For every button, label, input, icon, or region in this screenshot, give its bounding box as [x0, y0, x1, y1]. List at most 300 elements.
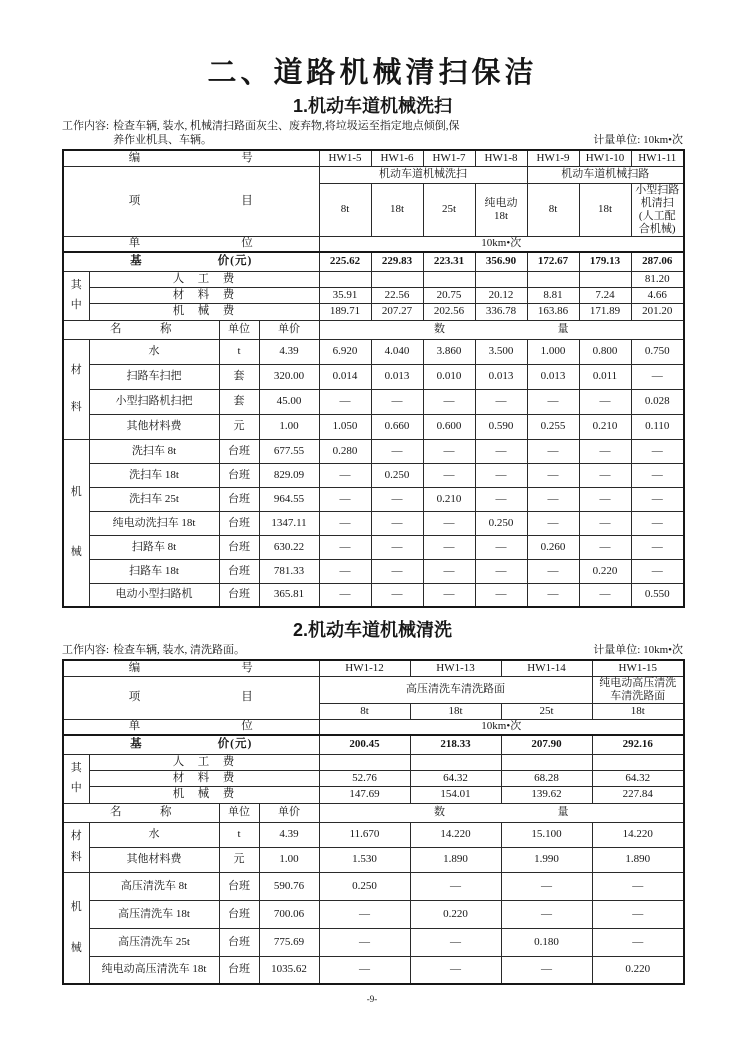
qty-header-liang: 量 — [557, 323, 569, 335]
item-qty-cell: 1.990 — [501, 847, 592, 872]
item-qty-cell: 0.013 — [475, 364, 527, 389]
side-char: 机 — [70, 900, 82, 913]
item-qty-cell: 0.210 — [423, 487, 475, 511]
item-qty-cell: — — [423, 463, 475, 487]
unit-header-cell: 单位 — [219, 803, 259, 822]
item-qty-cell: 0.010 — [423, 364, 475, 389]
work-content-line: 养作业机具、车辆。 — [113, 134, 213, 146]
side-char: 机 — [70, 486, 82, 499]
qty-header-shu: 数 — [434, 806, 445, 818]
item-qty-cell: — — [527, 389, 579, 414]
item-row — [63, 487, 684, 511]
unit-note: 计量单位: 10km•次 — [593, 644, 683, 656]
item-qty-cell: — — [592, 928, 684, 956]
code-cell: HW1-15 — [592, 660, 684, 676]
item-qty-cell: — — [371, 583, 423, 607]
quota-table-1 — [62, 149, 685, 608]
item-unit-cell: 台班 — [219, 583, 259, 607]
item-name-cell: 电动小型扫路机 — [89, 583, 219, 607]
name-header-cell: 名 称 — [63, 803, 219, 822]
item-unit-cell: 台班 — [219, 559, 259, 583]
fee-value-cell: 202.56 — [423, 303, 475, 320]
item-price-cell: 590.76 — [259, 872, 319, 900]
item-price-cell: 781.33 — [259, 559, 319, 583]
item-unit-cell: 台班 — [219, 511, 259, 535]
item-qty-cell: — — [423, 389, 475, 414]
item-qty-cell: — — [319, 535, 371, 559]
fee-value-cell — [475, 271, 527, 287]
columns-header-row — [63, 803, 684, 822]
item-qty-cell: — — [501, 900, 592, 928]
base-value-cell: 292.16 — [592, 735, 684, 754]
item-row — [63, 956, 684, 984]
item-qty-cell: — — [527, 487, 579, 511]
code-cell: HW1-12 — [319, 660, 410, 676]
code-label-cell: 编 号 — [63, 150, 319, 166]
item-name-cell: 水 — [89, 339, 219, 364]
item-label-cell: 项 目 — [63, 676, 319, 719]
item-name-cell: 其他材料费 — [89, 414, 219, 439]
side-char: 械 — [70, 546, 82, 559]
materials-section — [63, 339, 684, 439]
item-qty-cell: 3.860 — [423, 339, 475, 364]
fee-value-cell: 81.20 — [631, 271, 684, 287]
section-1-meta — [62, 119, 683, 147]
item-row — [63, 822, 684, 847]
side-char: 其 — [70, 278, 82, 291]
item-name-cell: 扫路车 18t — [89, 559, 219, 583]
item-qty-cell: — — [319, 463, 371, 487]
item-qty-cell: — — [631, 364, 684, 389]
spec-cell: 18t — [410, 703, 501, 719]
item-name-cell: 纯电动洗扫车 18t — [89, 511, 219, 535]
code-cell: HW1-6 — [371, 150, 423, 166]
item-unit-cell: 台班 — [219, 928, 259, 956]
item-qty-cell: 1.890 — [592, 847, 684, 872]
group-row — [63, 166, 684, 183]
item-qty-cell: 0.110 — [631, 414, 684, 439]
fee-value-cell: 201.20 — [631, 303, 684, 320]
item-qty-cell: — — [579, 511, 631, 535]
fee-value-cell: 8.81 — [527, 287, 579, 303]
item-qty-cell: — — [501, 872, 592, 900]
item-qty-cell: — — [319, 487, 371, 511]
section-side-label — [63, 339, 89, 439]
labor-fee-row — [63, 754, 684, 770]
fee-value-cell: 227.84 — [592, 786, 684, 803]
item-price-cell: 45.00 — [259, 389, 319, 414]
item-qty-cell: 0.800 — [579, 339, 631, 364]
item-price-cell: 1.00 — [259, 847, 319, 872]
item-qty-cell: — — [371, 535, 423, 559]
fee-value-cell — [592, 754, 684, 770]
item-qty-cell: — — [319, 956, 410, 984]
fee-value-cell: 171.89 — [579, 303, 631, 320]
item-qty-cell: 0.220 — [592, 956, 684, 984]
machines-section — [63, 439, 684, 607]
base-label-cell: 基 价(元) — [63, 735, 319, 754]
item-price-cell: 700.06 — [259, 900, 319, 928]
side-char: 械 — [70, 941, 82, 954]
item-name-cell: 扫路车扫把 — [89, 364, 219, 389]
item-row — [63, 414, 684, 439]
item-qty-cell: 0.260 — [527, 535, 579, 559]
item-qty-cell: 11.670 — [319, 822, 410, 847]
item-price-cell: 365.81 — [259, 583, 319, 607]
item-row — [63, 389, 684, 414]
item-qty-cell: — — [371, 559, 423, 583]
item-price-cell: 630.22 — [259, 535, 319, 559]
section-2-title: 2.机动车道机械清洗 — [292, 620, 452, 640]
item-price-cell: 677.55 — [259, 439, 319, 463]
fee-value-cell: 35.91 — [319, 287, 371, 303]
item-row — [63, 439, 684, 463]
spec-cell: 25t — [501, 703, 592, 719]
fee-value-cell: 64.32 — [592, 770, 684, 786]
item-row — [63, 339, 684, 364]
fee-label-cell: 人 工 费 — [89, 271, 319, 287]
fee-value-cell: 20.75 — [423, 287, 475, 303]
item-qty-cell: — — [371, 511, 423, 535]
item-qty-cell: 0.280 — [319, 439, 371, 463]
side-char: 材 — [70, 830, 82, 843]
item-qty-cell: 1.890 — [410, 847, 501, 872]
group-cell: 机动车道机械扫路 — [527, 166, 684, 183]
name-header-cell: 名 称 — [63, 320, 219, 339]
item-name-cell: 高压清洗车 18t — [89, 900, 219, 928]
code-cell: HW1-11 — [631, 150, 684, 166]
item-unit-cell: 台班 — [219, 463, 259, 487]
item-qty-cell: 0.013 — [371, 364, 423, 389]
qty-header-cell — [319, 803, 684, 822]
fee-value-cell — [501, 754, 592, 770]
item-qty-cell: 14.220 — [592, 822, 684, 847]
item-qty-cell: — — [423, 559, 475, 583]
item-name-cell: 高压清洗车 25t — [89, 928, 219, 956]
item-row — [63, 583, 684, 607]
unit-label-cell: 单 位 — [63, 719, 319, 735]
item-unit-cell: 台班 — [219, 900, 259, 928]
item-qty-cell: 6.920 — [319, 339, 371, 364]
code-label-cell: 编 号 — [63, 660, 319, 676]
base-price-row — [63, 252, 684, 271]
item-price-cell: 964.55 — [259, 487, 319, 511]
fee-value-cell — [319, 754, 410, 770]
item-unit-cell: 台班 — [219, 872, 259, 900]
item-row — [63, 928, 684, 956]
item-qty-cell: 1.530 — [319, 847, 410, 872]
item-row — [63, 364, 684, 389]
item-unit-cell: 套 — [219, 364, 259, 389]
item-qty-cell: 15.100 — [501, 822, 592, 847]
item-qty-cell: 0.013 — [527, 364, 579, 389]
item-qty-cell: 4.040 — [371, 339, 423, 364]
item-qty-cell: 3.500 — [475, 339, 527, 364]
base-label-cell: 基 价(元) — [63, 252, 319, 271]
item-qty-cell: — — [319, 583, 371, 607]
section-2-meta — [62, 643, 683, 657]
spec-cell: 小型扫路机清扫(人工配合机械) — [631, 183, 684, 236]
code-cell: HW1-9 — [527, 150, 579, 166]
item-qty-cell: — — [579, 389, 631, 414]
spec-cell: 纯电动 18t — [475, 183, 527, 236]
machine-fee-row — [63, 786, 684, 803]
item-qty-cell: 14.220 — [410, 822, 501, 847]
item-qty-cell: — — [475, 389, 527, 414]
item-qty-cell: — — [475, 487, 527, 511]
group-cell: 纯电动高压清洗车清洗路面 — [592, 676, 684, 703]
section-1-title: 1.机动车道机械洗扫 — [292, 96, 452, 116]
item-qty-cell: — — [475, 583, 527, 607]
item-qty-cell: — — [527, 559, 579, 583]
base-value-cell: 179.13 — [579, 252, 631, 271]
item-qty-cell: — — [592, 900, 684, 928]
base-value-cell: 225.62 — [319, 252, 371, 271]
fee-value-cell: 154.01 — [410, 786, 501, 803]
unit-header-cell: 单位 — [219, 320, 259, 339]
item-qty-cell: — — [631, 559, 684, 583]
item-unit-cell: 台班 — [219, 439, 259, 463]
item-qty-cell: — — [423, 583, 475, 607]
work-content — [62, 643, 245, 657]
qty-header-liang: 量 — [557, 806, 569, 818]
base-value-cell: 218.33 — [410, 735, 501, 754]
item-unit-cell: 元 — [219, 847, 259, 872]
side-char: 料 — [70, 401, 82, 414]
spec-cell: 25t — [423, 183, 475, 236]
item-price-cell: 1347.11 — [259, 511, 319, 535]
group-cell: 高压清洗车清洗路面 — [319, 676, 592, 703]
item-qty-cell: 0.550 — [631, 583, 684, 607]
side-char: 中 — [70, 782, 82, 795]
item-qty-cell: — — [579, 535, 631, 559]
item-price-cell: 320.00 — [259, 364, 319, 389]
item-qty-cell: — — [475, 535, 527, 559]
base-value-cell: 287.06 — [631, 252, 684, 271]
spec-cell: 8t — [319, 703, 410, 719]
material-fee-row — [63, 287, 684, 303]
item-qty-cell: 0.255 — [527, 414, 579, 439]
work-content-line: 检查车辆, 装水, 机械清扫路面灰尘、废弃物,将垃圾运至指定地点倾倒,保 — [113, 120, 460, 132]
item-qty-cell: — — [631, 439, 684, 463]
fee-label-cell: 机 械 费 — [89, 303, 319, 320]
item-name-cell: 其他材料费 — [89, 847, 219, 872]
fee-value-cell — [423, 271, 475, 287]
code-cell: HW1-10 — [579, 150, 631, 166]
code-cell: HW1-7 — [423, 150, 475, 166]
item-row — [63, 511, 684, 535]
qty-header-shu: 数 — [434, 323, 445, 335]
group-cell: 机动车道机械洗扫 — [319, 166, 527, 183]
fee-value-cell: 163.86 — [527, 303, 579, 320]
work-content — [62, 119, 460, 147]
side-char: 中 — [70, 299, 82, 312]
base-price-row — [63, 735, 684, 754]
item-qty-cell: — — [579, 439, 631, 463]
fee-value-cell: 4.66 — [631, 287, 684, 303]
item-qty-cell: — — [410, 956, 501, 984]
fee-value-cell: 68.28 — [501, 770, 592, 786]
item-qty-cell: 1.050 — [319, 414, 371, 439]
materials-section — [63, 822, 684, 872]
item-qty-cell: 0.250 — [319, 872, 410, 900]
unit-row — [63, 236, 684, 252]
item-name-cell: 洗扫车 18t — [89, 463, 219, 487]
item-unit-cell: t — [219, 822, 259, 847]
price-header-cell: 单价 — [259, 803, 319, 822]
unit-label-cell: 单 位 — [63, 236, 319, 252]
item-qty-cell: — — [371, 487, 423, 511]
price-header-cell: 单价 — [259, 320, 319, 339]
item-row — [63, 847, 684, 872]
item-qty-cell: — — [631, 535, 684, 559]
machine-fee-row — [63, 303, 684, 320]
item-qty-cell: — — [527, 463, 579, 487]
item-name-cell: 纯电动高压清洗车 18t — [89, 956, 219, 984]
code-cell: HW1-13 — [410, 660, 501, 676]
base-value-cell: 356.90 — [475, 252, 527, 271]
item-row — [63, 463, 684, 487]
item-price-cell: 775.69 — [259, 928, 319, 956]
item-qty-cell: 0.011 — [579, 364, 631, 389]
item-unit-cell: 台班 — [219, 956, 259, 984]
labor-fee-row — [63, 271, 684, 287]
code-cell: HW1-14 — [501, 660, 592, 676]
item-name-cell: 水 — [89, 822, 219, 847]
item-unit-cell: 台班 — [219, 535, 259, 559]
fee-label-cell: 材 料 费 — [89, 287, 319, 303]
item-name-cell: 扫路车 8t — [89, 535, 219, 559]
item-qty-cell: — — [527, 511, 579, 535]
fee-value-cell: 336.78 — [475, 303, 527, 320]
item-qty-cell: — — [423, 439, 475, 463]
spec-cell: 8t — [319, 183, 371, 236]
base-value-cell: 207.90 — [501, 735, 592, 754]
item-qty-cell: — — [475, 439, 527, 463]
base-value-cell: 223.31 — [423, 252, 475, 271]
section-side-label — [63, 872, 89, 984]
item-qty-cell: — — [319, 559, 371, 583]
item-row — [63, 559, 684, 583]
fee-value-cell: 20.12 — [475, 287, 527, 303]
item-unit-cell: 元 — [219, 414, 259, 439]
item-qty-cell: 0.180 — [501, 928, 592, 956]
item-qty-cell: — — [319, 511, 371, 535]
unit-value-cell: 10km•次 — [319, 719, 684, 735]
item-qty-cell: 0.250 — [475, 511, 527, 535]
item-qty-cell: — — [501, 956, 592, 984]
base-value-cell: 229.83 — [371, 252, 423, 271]
item-qty-cell: — — [631, 463, 684, 487]
code-row — [63, 660, 684, 676]
item-qty-cell: — — [423, 535, 475, 559]
item-qty-cell: — — [592, 872, 684, 900]
code-cell: HW1-8 — [475, 150, 527, 166]
fee-value-cell: 22.56 — [371, 287, 423, 303]
fee-label-cell: 材 料 费 — [89, 770, 319, 786]
item-price-cell: 4.39 — [259, 339, 319, 364]
qty-header-cell — [319, 320, 684, 339]
spec-cell: 18t — [579, 183, 631, 236]
item-qty-cell: — — [475, 463, 527, 487]
item-qty-cell: — — [319, 389, 371, 414]
fee-value-cell: 52.76 — [319, 770, 410, 786]
side-char: 材 — [70, 363, 82, 376]
item-qty-cell: — — [579, 487, 631, 511]
spec-cell: 18t — [371, 183, 423, 236]
item-qty-cell: 0.600 — [423, 414, 475, 439]
unit-value-cell: 10km•次 — [319, 236, 684, 252]
fee-value-cell — [319, 271, 371, 287]
item-row — [63, 535, 684, 559]
item-qty-cell: 0.028 — [631, 389, 684, 414]
item-name-cell: 高压清洗车 8t — [89, 872, 219, 900]
section-side-label — [63, 439, 89, 607]
base-value-cell: 200.45 — [319, 735, 410, 754]
item-qty-cell: 0.210 — [579, 414, 631, 439]
item-name-cell: 洗扫车 25t — [89, 487, 219, 511]
item-qty-cell: — — [319, 900, 410, 928]
item-qty-cell: — — [527, 439, 579, 463]
fee-value-cell: 189.71 — [319, 303, 371, 320]
item-qty-cell: 0.014 — [319, 364, 371, 389]
item-qty-cell: 0.250 — [371, 463, 423, 487]
material-fee-row — [63, 770, 684, 786]
work-content-label: 工作内容: — [62, 644, 110, 656]
item-name-cell: 洗扫车 8t — [89, 439, 219, 463]
spec-cell: 8t — [527, 183, 579, 236]
fee-label-cell: 机 械 费 — [89, 786, 319, 803]
item-qty-cell: 0.590 — [475, 414, 527, 439]
item-qty-cell: — — [371, 439, 423, 463]
fee-value-cell: 207.27 — [371, 303, 423, 320]
item-qty-cell: 0.750 — [631, 339, 684, 364]
side-char: 其 — [70, 761, 82, 774]
item-qty-cell: — — [319, 928, 410, 956]
qizhong-label-cell — [63, 754, 89, 803]
item-qty-cell: — — [371, 389, 423, 414]
item-qty-cell: — — [410, 872, 501, 900]
item-unit-cell: t — [219, 339, 259, 364]
section-side-label — [63, 822, 89, 872]
quota-table-2 — [62, 659, 685, 985]
code-row — [63, 150, 684, 166]
fee-value-cell: 147.69 — [319, 786, 410, 803]
fee-value-cell — [371, 271, 423, 287]
item-qty-cell: — — [423, 511, 475, 535]
item-qty-cell: 0.220 — [579, 559, 631, 583]
fee-value-cell: 139.62 — [501, 786, 592, 803]
page-title: 二、道路机械清扫保洁 — [207, 57, 538, 89]
item-qty-cell: — — [527, 583, 579, 607]
item-unit-cell: 台班 — [219, 487, 259, 511]
item-unit-cell: 套 — [219, 389, 259, 414]
item-qty-cell: — — [579, 463, 631, 487]
side-char: 料 — [70, 850, 82, 863]
fee-value-cell — [579, 271, 631, 287]
fee-value-cell: 64.32 — [410, 770, 501, 786]
item-price-cell: 829.09 — [259, 463, 319, 487]
spec-cell: 18t — [592, 703, 684, 719]
code-cell: HW1-5 — [319, 150, 371, 166]
columns-header-row — [63, 320, 684, 339]
fee-value-cell — [410, 754, 501, 770]
fee-value-cell: 7.24 — [579, 287, 631, 303]
item-row — [63, 900, 684, 928]
work-content-label: 工作内容: — [62, 120, 110, 132]
fee-value-cell — [527, 271, 579, 287]
item-qty-cell: 1.000 — [527, 339, 579, 364]
